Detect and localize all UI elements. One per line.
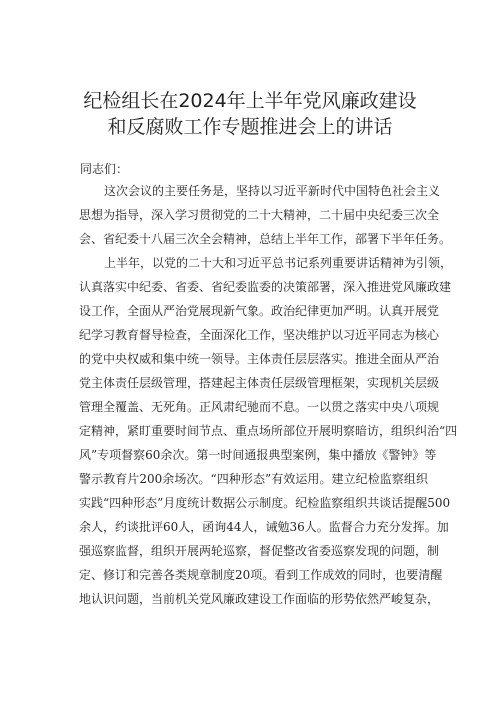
document-title-line-1: 纪检组长在2024年上半年党风廉政建设 <box>83 90 417 112</box>
body-line: 定、修订和完善各类规章制度20项。看到工作成效的同时，也要清醒 <box>79 568 443 582</box>
body-line: 设工作，全面从严治党展现新气象。政治纪律更加严明。认真开展党 <box>79 304 440 318</box>
document-title-line-2: 和反腐败工作专题推进会上的讲话 <box>107 116 393 138</box>
body-line: 定精神，紧盯重要时间节点、重点场所部位开展明察暗访，组织纠治“四 <box>79 424 458 438</box>
body-line: 的党中央权威和集中统一领导。主体责任层层落实。推进全面从严治 <box>79 352 440 366</box>
body-line: 党主体责任层级管理，搭建起主体责任层级管理框架，实现机关层级 <box>79 376 440 390</box>
body-line: 纪学习教育督导检查，全面深化工作，坚决维护以习近平同志为核心 <box>79 328 440 342</box>
body-line: 管理全覆盖、无死角。正风肃纪驰而不息。一以贯之落实中央八项规 <box>79 400 440 414</box>
body-line: 实践“四种形态”月度统计数据公示制度。纪检监察组织共谈话提醒500 <box>79 496 451 510</box>
salutation: 同志们： <box>80 162 129 176</box>
body-line: 这次会议的主要任务是，坚持以习近平新时代中国特色社会主义 <box>104 184 441 198</box>
body-line: 警示教育片200余场次。“四种形态”有效运用。建立纪检监察组织 <box>79 472 428 486</box>
body-line: 认真落实中纪委、省委、省纪委监委的决策部署，深入推进党风廉政建 <box>79 280 452 294</box>
body-line: 风”专项督察60余次。第一时间通报典型案例，集中播放《警钟》等 <box>79 448 437 462</box>
body-line: 余人，约谈批评60人，函询44人，诫勉36人。监督合力充分发挥。加 <box>79 520 449 534</box>
body-line: 会、省纪委十八届三次全会精神，总结上半年工作，部署下半年任务。 <box>79 232 452 246</box>
body-line: 地认识问题，当前机关党风廉政建设工作面临的形势依然严峻复杂， <box>79 592 440 606</box>
body-line: 上半年，以党的二十大和习近平总书记系列重要讲话精神为引领， <box>104 256 453 270</box>
body-line: 强巡察监督，组织开展两轮巡察，督促整改省委巡察发现的问题，制 <box>79 544 440 558</box>
body-line: 思想为指导，深入学习贯彻党的二十大精神，二十届中央纪委三次全 <box>79 208 440 222</box>
